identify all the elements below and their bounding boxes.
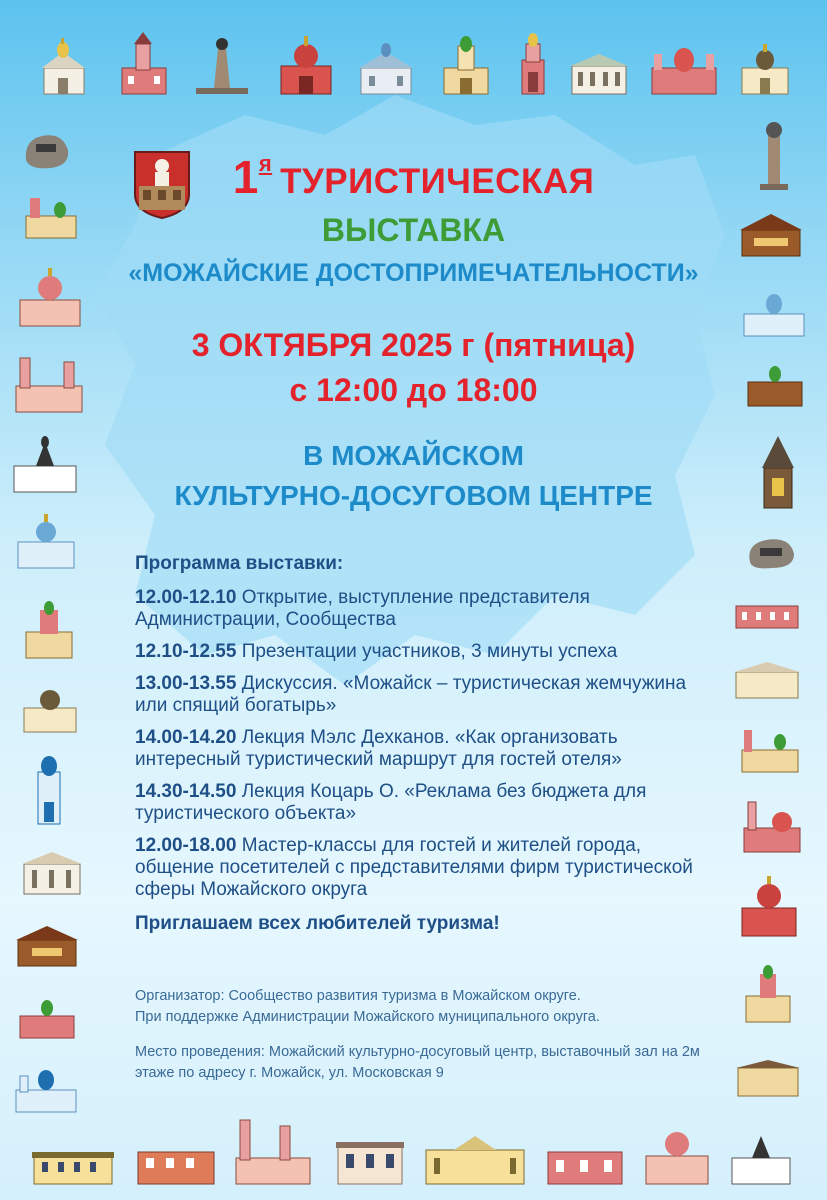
bell-tower-icon <box>32 752 66 826</box>
monument-icon <box>196 36 248 96</box>
church-icon <box>14 1066 78 1114</box>
organizer-block <box>135 986 725 1028</box>
church-icon <box>730 1130 792 1186</box>
venue-line-2: КУЛЬТУРНО-ДОСУГОВОМ ЦЕНТРЕ <box>174 480 653 511</box>
building-icon <box>546 1142 624 1186</box>
program-text: Мастер-классы для гостей и жителей города, общение посетителей с представителями фирм туристической сферы Можайского округа <box>135 835 693 900</box>
church-icon <box>357 40 415 96</box>
building-icon <box>424 1132 526 1186</box>
title-line-2: ВЫСТАВКА <box>321 212 506 248</box>
program-item <box>135 835 705 901</box>
church-icon <box>277 34 335 96</box>
organizer-text: Организатор: Сообщество развития туризма в Можайском округе. <box>135 988 581 1004</box>
church-icon <box>650 42 718 96</box>
building-icon <box>736 1058 800 1098</box>
program-text: Лекция Коцарь О. «Реклама без бюджета для туристического объекта» <box>135 781 647 824</box>
program-text: Презентации участников, 3 минуты успеха <box>241 641 618 662</box>
stone-icon <box>746 536 796 570</box>
program-section <box>135 553 705 935</box>
program-time: 12.00-18.00 <box>135 835 237 856</box>
edition-suffix: я <box>258 151 273 176</box>
church-icon <box>36 38 91 96</box>
church-icon <box>742 962 794 1024</box>
church-icon <box>738 44 792 96</box>
church-icon <box>740 876 798 938</box>
church-icon <box>234 1116 312 1186</box>
church-icon <box>22 682 78 734</box>
building-icon <box>32 1146 114 1186</box>
church-icon <box>22 598 76 660</box>
church-icon <box>16 514 76 570</box>
church-icon <box>644 1124 710 1186</box>
building-icon <box>570 52 628 96</box>
program-text: Открытие, выступление представителя Администрации, Сообщества <box>135 587 590 630</box>
support-text: При поддержке Администрации Можайского муниципального округа. <box>135 1009 600 1025</box>
program-text: Лекция Мэлс Дехканов. «Как организовать интересный туристический маршрут для гостей отеля» <box>135 727 622 770</box>
program-item <box>135 641 705 663</box>
footer-notes <box>135 986 725 1098</box>
building-icon <box>136 1142 216 1186</box>
program-item <box>135 727 705 771</box>
church-icon <box>740 726 800 774</box>
church-icon <box>440 34 492 96</box>
church-icon <box>742 800 802 854</box>
edition-number: 1 <box>232 151 259 203</box>
invitation-text: Приглашаем всех любителей туризма! <box>135 913 500 934</box>
building-icon <box>22 850 82 896</box>
church-icon <box>18 994 76 1040</box>
building-icon <box>734 600 800 630</box>
program-text: Дискуссия. «Можайск – туристическая жемчужина или спящий богатырь» <box>135 673 687 716</box>
title-line-3: «МОЖАЙСКИЕ ДОСТОПРИМЕЧАТЕЛЬНОСТИ» <box>128 259 699 287</box>
program-time: 12.10-12.55 <box>135 641 237 662</box>
venue-line-1: В МОЖАЙСКОМ <box>303 440 524 471</box>
location-text: Место проведения: Можайский культурно-досуговый центр, выставочный зал на 2м этаже по адресу г. Можайск, ул. Московская 9 <box>135 1044 700 1081</box>
program-time: 14.00-14.20 <box>135 727 237 748</box>
church-icon <box>118 32 170 96</box>
program-item <box>135 781 705 825</box>
event-time: с 12:00 до 18:00 <box>289 372 538 408</box>
building-icon <box>734 660 800 700</box>
title-line-1 <box>0 150 827 204</box>
house-icon <box>16 924 78 968</box>
program-time: 13.00-13.55 <box>135 673 237 694</box>
program-heading: Программа выставки: <box>135 553 344 574</box>
program-time: 14.30-14.50 <box>135 781 237 802</box>
event-date: 3 ОКТЯБРЯ 2025 г (пятница) <box>191 327 636 363</box>
building-icon <box>336 1132 404 1186</box>
program-time: 12.00-12.10 <box>135 587 237 608</box>
program-item <box>135 673 705 717</box>
program-item <box>135 587 705 631</box>
church-icon <box>516 30 550 96</box>
title-word: ТУРИСТИЧЕСКАЯ <box>280 162 595 201</box>
